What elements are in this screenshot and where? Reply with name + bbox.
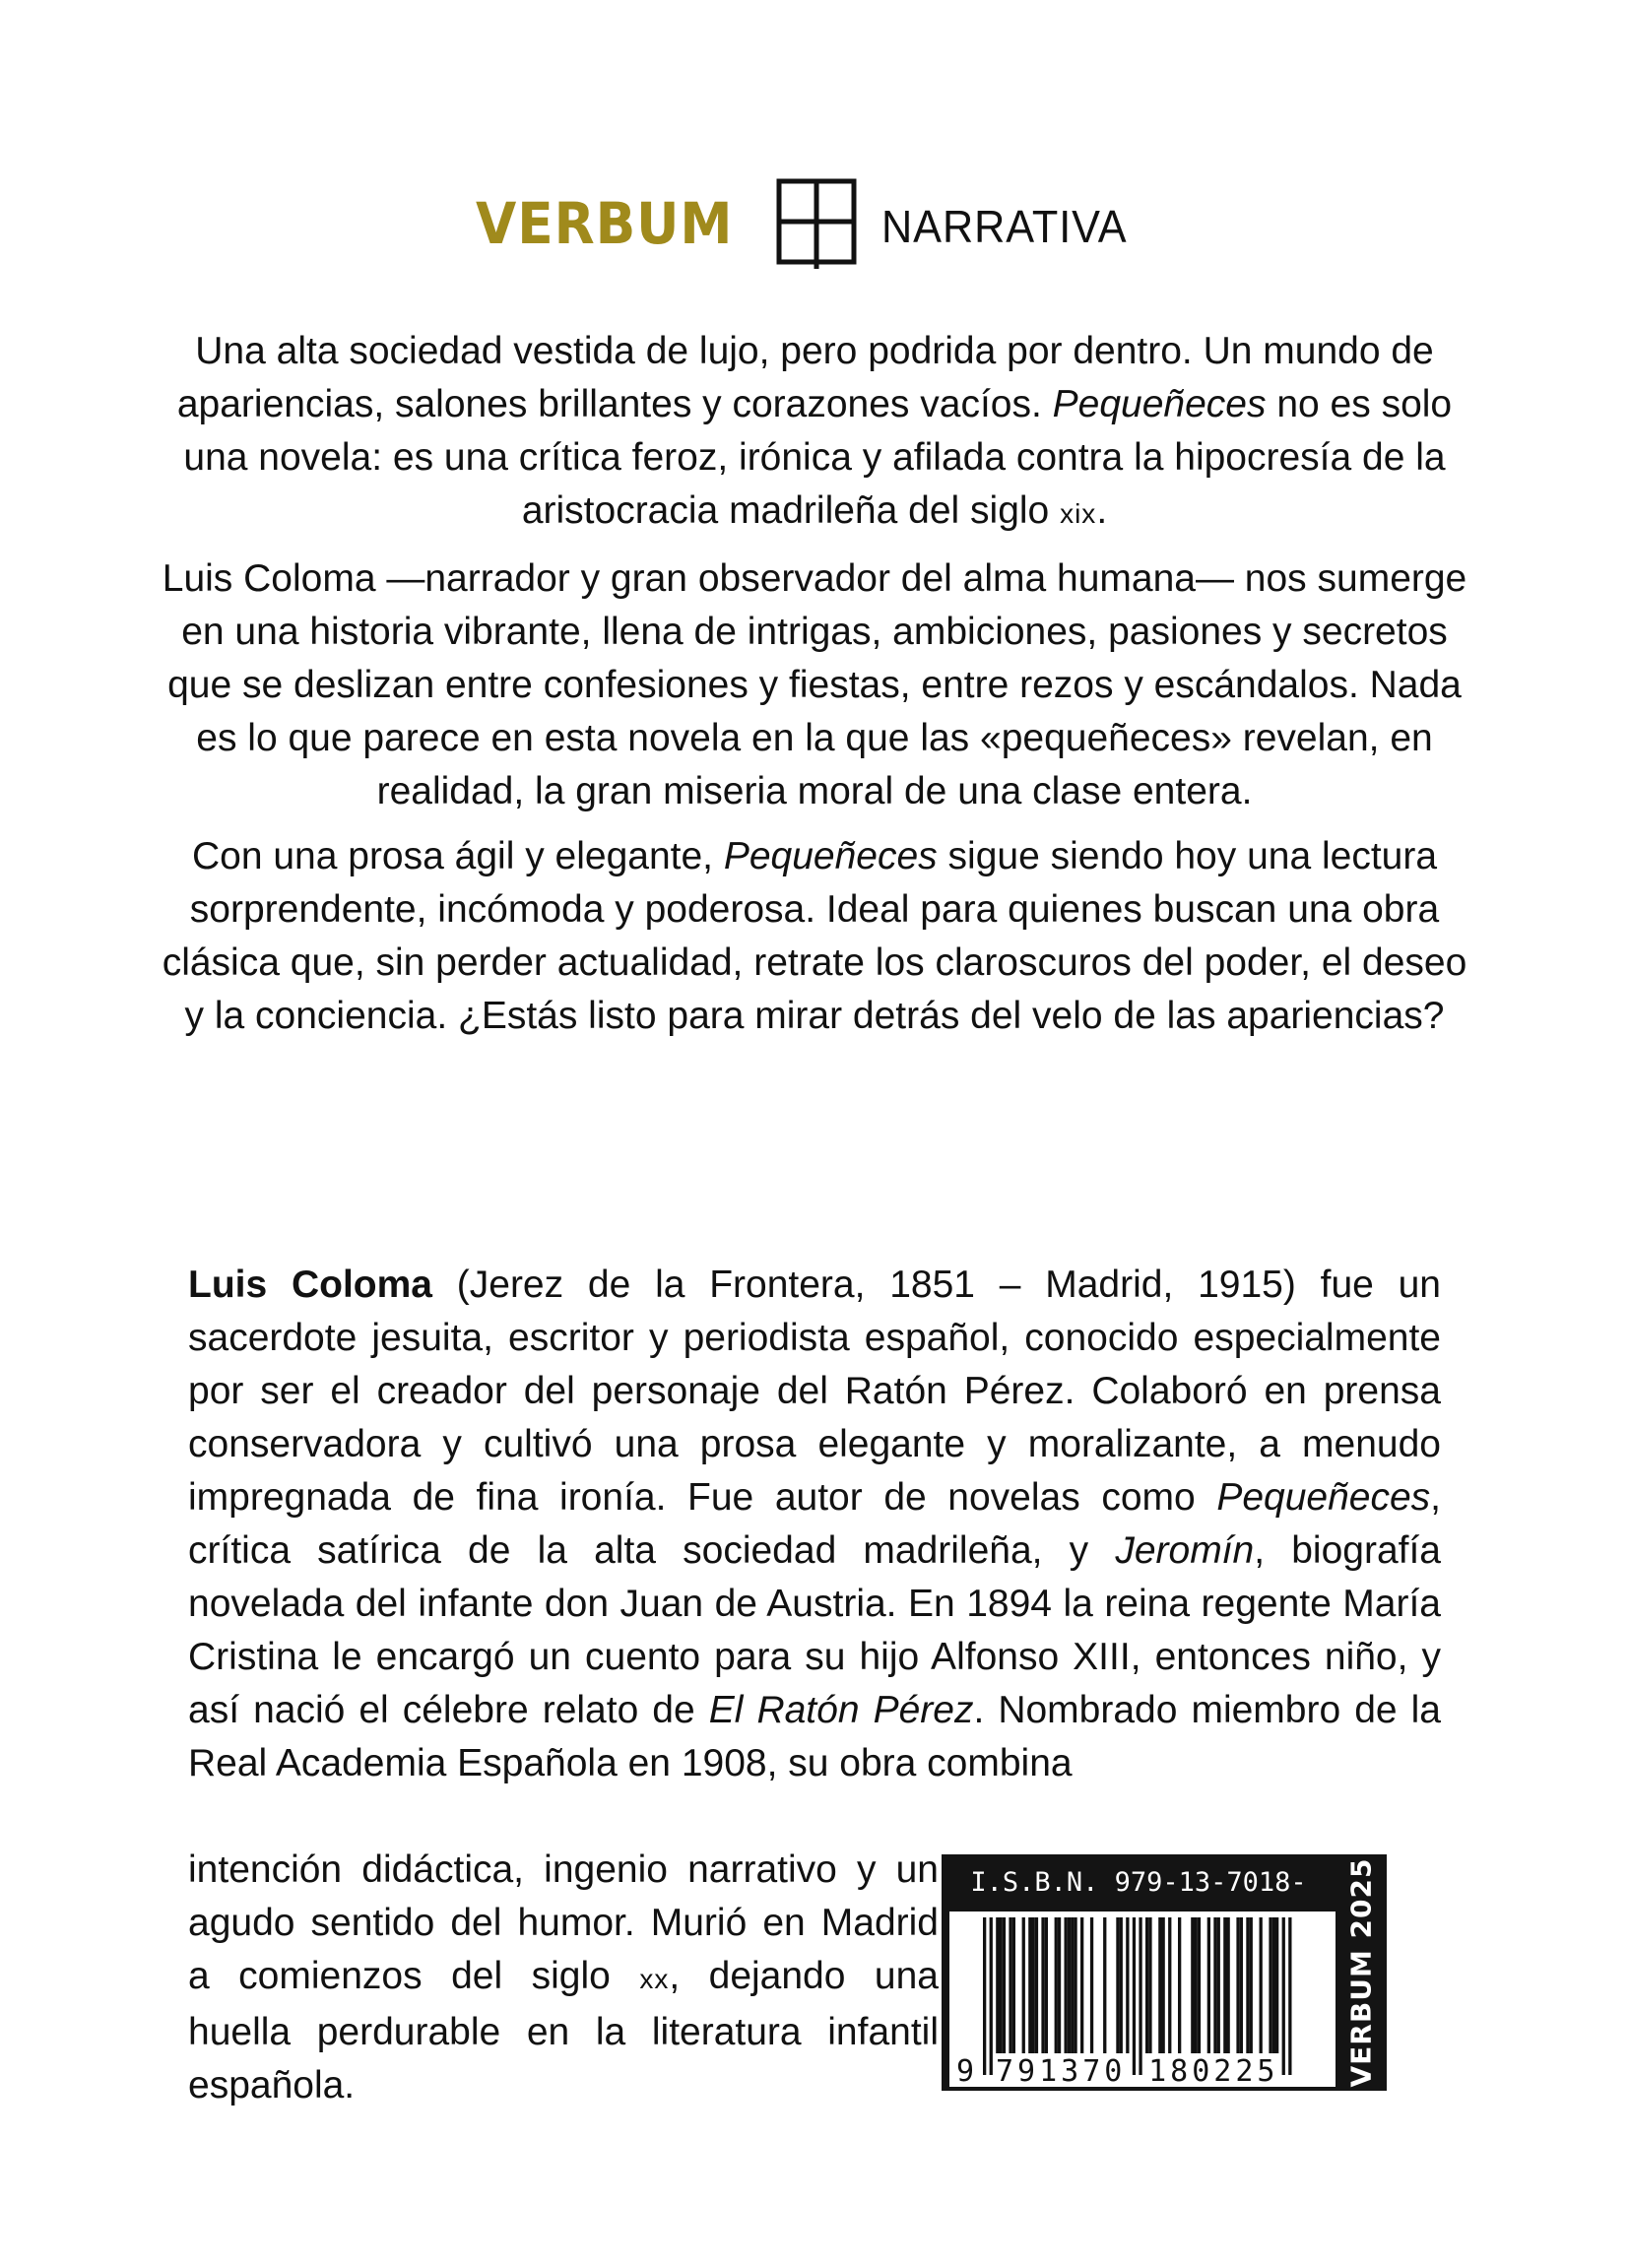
blurb-paragraph-2: Luis Coloma —narrador y gran observador del alma humana— nos sumerge en una historia vibrante, llena de intrigas, ambiciones, pasiones y secretos que se deslizan entre confesiones y fiestas, entre rezos y escándalos. Nada es lo que parece en esta novela en la que las «pequeñeces» revelan, en realidad, la gran miseria moral de una clase entera. — [162, 557, 1467, 812]
barcode-bar — [1217, 1917, 1220, 2053]
barcode-bar — [1045, 1917, 1048, 2053]
work-title: El Ratón Pérez — [708, 1689, 974, 1731]
barcode-bar — [1275, 1917, 1278, 2053]
barcode-bar — [1068, 1917, 1071, 2053]
barcode-bar — [1003, 1917, 1006, 2053]
barcode-bar — [1032, 1917, 1035, 2053]
barcode-bar — [1282, 1917, 1285, 2075]
barcode-bar — [1145, 1917, 1148, 2053]
barcode-bar — [1207, 1917, 1210, 2053]
barcode-bar — [1000, 1917, 1003, 2053]
barcode-bar — [1103, 1917, 1106, 2053]
blurb-paragraph-1: Una alta sociedad vestida de lujo, pero podrida por dentro. Un mundo de apariencias, salones brillantes y corazones vacíos. Pequeñeces no es solo una novela: es una crítica feroz, irónica y afilada contra la hipocresía de la aristocracia madrileña del siglo xix. — [176, 330, 1453, 532]
barcode-bar — [1139, 1917, 1141, 2075]
book-title: Pequeñeces — [723, 835, 938, 877]
barcode-bar — [1158, 1917, 1161, 2053]
publisher-header — [0, 172, 1629, 271]
barcode-bar — [1168, 1917, 1171, 2053]
barcode-bar — [1055, 1917, 1058, 2053]
brand-name: VERBUM — [476, 190, 734, 257]
barcode-bar — [1065, 1917, 1068, 2053]
barcode-bar — [1090, 1917, 1093, 2053]
barcode-bar — [1074, 1917, 1076, 2053]
author-bio: Luis Coloma (Jerez de la Frontera, 1851 – Madrid, 1915) fue un sacerdote jesuita, escritor y periodista español, conocido especialmente por ser el creador del personaje del Ratón Pérez. Colaboró en prensa conservadora y cultivó una prosa elegante y moralizante, a menudo impregnada de fina ironía. Fue autor de novelas como Pequeñeces, crítica satírica de la alta sociedad madrileña, y Jeromín, biografía novelada del infante don Juan de Austria. En 1894 la reina regente María Cristina le encargó un cuento para su hijo Alfonso XIII, entonces niño, y así nació el célebre relato de El Ratón Pérez. Nombrado miembro de la Real Academia Española en 1908, su obra combina — [188, 1264, 1441, 1784]
isbn-barcode-block — [942, 1854, 1387, 2091]
barcode-digits: 9 — [955, 2054, 979, 2087]
barcode-bar — [1126, 1917, 1129, 2053]
work-title: Jeromín — [1115, 1529, 1255, 1572]
book-title: Pequeñeces — [1052, 383, 1267, 425]
barcode-bar — [1116, 1917, 1119, 2053]
century-numeral: xix — [1060, 498, 1097, 529]
barcode-bar — [1120, 1917, 1123, 2053]
work-title: Pequeñeces — [1216, 1476, 1431, 1519]
barcode-bar — [1009, 1917, 1011, 2053]
isbn-label: I.S.B.N. 979-13-7018- — [970, 1867, 1307, 1898]
blurb-text — [148, 325, 1481, 1055]
barcode-bar — [1240, 1917, 1243, 2053]
barcode-bar — [1162, 1917, 1165, 2053]
barcode-bar — [1250, 1917, 1253, 2053]
barcode-bar — [983, 1917, 986, 2075]
barcode-bar — [1080, 1917, 1083, 2053]
window-grid-logo-icon — [776, 178, 857, 269]
barcode-bar — [1191, 1917, 1194, 2053]
barcode-bar — [1198, 1917, 1201, 2053]
barcode-bar — [1012, 1917, 1015, 2053]
barcode-bar — [990, 1917, 993, 2075]
barcode-bar — [1041, 1917, 1044, 2053]
barcode-bar — [1236, 1917, 1239, 2053]
century-numeral: xx — [639, 1964, 670, 1994]
barcode-bar — [1272, 1917, 1275, 2053]
barcode-bar — [1035, 1917, 1038, 2053]
barcode-bar — [1148, 1917, 1151, 2053]
barcode-bar — [1133, 1917, 1136, 2075]
barcode-bar — [1288, 1917, 1291, 2075]
barcode-bar — [1260, 1917, 1263, 2053]
barcode-bar — [1028, 1917, 1031, 2053]
blurb-paragraph-3: Con una prosa ágil y elegante, Pequeñeces sigue siendo hoy una lectura sorprendente, incómoda y poderosa. Ideal para quienes buscan una obra clásica que, sin perder actualidad, retrate los claroscuros del poder, el deseo y la conciencia. ¿Estás listo para mirar detrás del velo de las apariencias? — [162, 835, 1467, 1037]
barcode-bar — [1213, 1917, 1216, 2053]
barcode-bar — [996, 1917, 999, 2053]
barcode-bar — [1022, 1917, 1025, 2053]
barcode-bar — [1246, 1917, 1249, 2053]
series-name: NARRATIVA — [881, 201, 1128, 252]
barcode-bar — [1195, 1917, 1198, 2053]
barcode-digits: 180225 — [1148, 2054, 1279, 2087]
barcode-bar — [1269, 1917, 1271, 2053]
barcode-icon — [949, 1912, 1336, 2087]
barcode-area — [949, 1912, 1336, 2087]
barcode-bar — [1071, 1917, 1074, 2053]
barcode-digits: 791370 — [996, 2054, 1127, 2087]
side-label: VERBUM 2025 — [1344, 1857, 1378, 2088]
barcode-bar — [1223, 1917, 1226, 2053]
barcode-bar — [1227, 1917, 1230, 2053]
author-name: Luis Coloma — [188, 1264, 432, 1306]
barcode-bar — [1178, 1917, 1181, 2053]
barcode-bar — [1058, 1917, 1061, 2053]
author-bio-continued: intención didáctica, ingenio narrativo y un agudo sentido del humor. Murió en Madrid a comienzos del siglo xx, dejando una huella perdurable en la literatura infantil española. — [188, 1848, 939, 2106]
